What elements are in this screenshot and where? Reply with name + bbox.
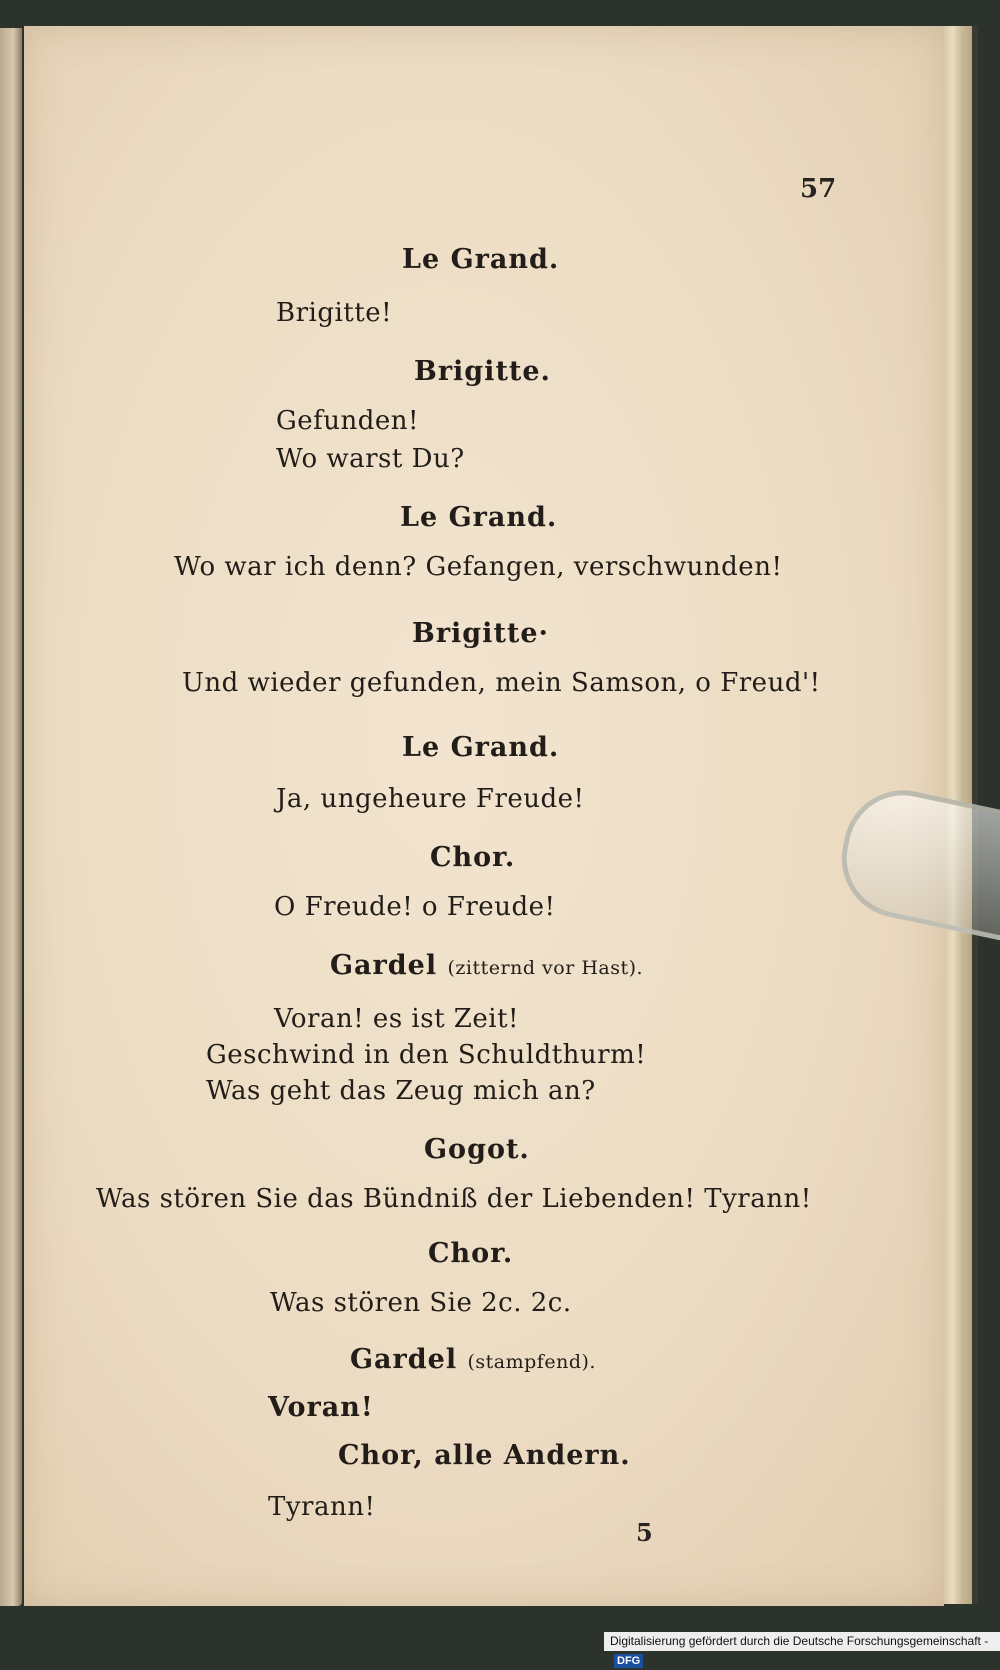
signature-number: 5 — [636, 1518, 653, 1547]
speaker-brigitte: Brigitte· — [412, 618, 549, 649]
digitization-credit — [604, 1632, 1000, 1667]
credit-text: Digitalisierung gefördert durch die Deutsche Forschungsgemeinschaft - — [610, 1634, 989, 1648]
speaker-chor: Chor. — [430, 842, 516, 873]
verse-line: Tyrann! — [268, 1492, 376, 1522]
speaker-chor-alle: Chor, alle Andern. — [338, 1440, 631, 1471]
speaker-gardel — [350, 1344, 596, 1375]
verse-line: Gefunden! — [276, 406, 419, 436]
verse-line: O Freude! o Freude! — [274, 892, 556, 922]
speaker-gogot: Gogot. — [424, 1134, 530, 1165]
verse-line-bold: Voran! — [268, 1392, 374, 1423]
verse-line: Ja, ungeheure Freude! — [276, 784, 585, 814]
dfg-logo: DFG — [614, 1654, 643, 1668]
page-number: 57 — [800, 174, 837, 204]
verse-line: Wo war ich denn? Gefangen, verschwunden! — [174, 552, 783, 582]
verse-line: Und wieder gefunden, mein Samson, o Freud'! — [182, 668, 821, 698]
verse-line: Was stören Sie das Bündniß der Liebenden! Tyrann! — [96, 1184, 812, 1214]
verse-line: Brigitte! — [276, 298, 393, 328]
speaker-chor: Chor. — [428, 1238, 514, 1269]
speaker-le-grand: Le Grand. — [402, 732, 560, 763]
verse-line: Voran! es ist Zeit! — [274, 1004, 519, 1034]
speaker-name: Gardel — [330, 950, 438, 981]
verse-line: Was stören Sie 2c. 2c. — [270, 1288, 572, 1318]
speaker-le-grand: Le Grand. — [400, 502, 558, 533]
left-page-edge — [0, 28, 22, 1606]
verse-line: Geschwind in den Schuldthurm! — [206, 1040, 647, 1070]
speaker-le-grand: Le Grand. — [402, 244, 560, 275]
verse-line: Was geht das Zeug mich an? — [206, 1076, 596, 1106]
stage-direction: (zitternd vor Hast). — [447, 957, 644, 979]
speaker-name: Gardel — [350, 1344, 458, 1375]
speaker-brigitte: Brigitte. — [414, 356, 551, 387]
speaker-gardel — [330, 950, 643, 981]
stage-direction: (stampfend). — [467, 1351, 596, 1373]
verse-line: Wo warst Du? — [276, 444, 465, 474]
